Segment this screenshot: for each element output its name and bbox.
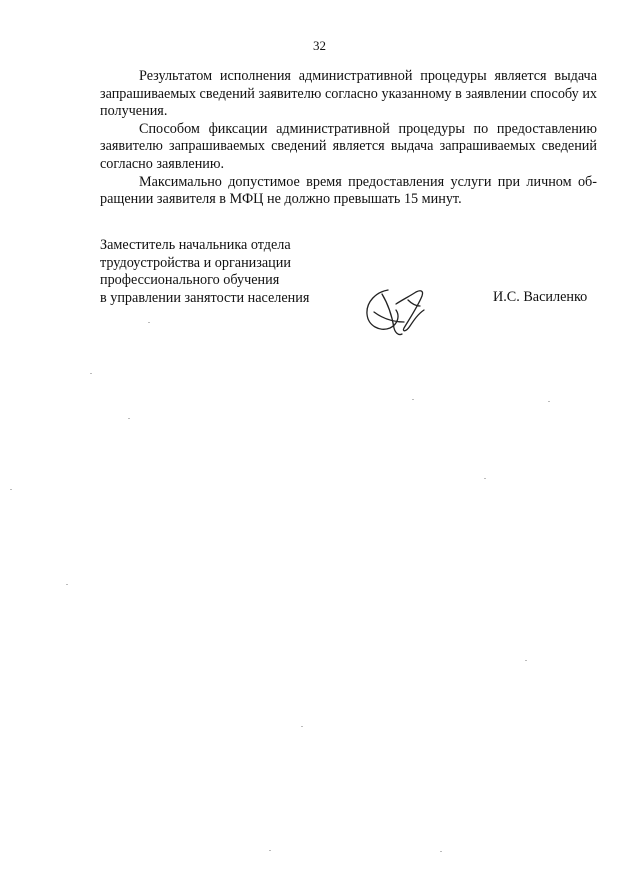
position-line: в управлении занятости населения: [100, 289, 310, 306]
paragraph-result: [100, 68, 597, 121]
scan-speck: [10, 489, 12, 490]
scan-speck: [484, 478, 486, 479]
page-number: 32: [313, 38, 326, 53]
position-line: профессионального обучения: [100, 272, 280, 289]
scan-speck: [301, 726, 303, 727]
handwritten-signature: [358, 282, 438, 342]
scan-speck: [128, 418, 130, 419]
scan-speck: [412, 399, 414, 400]
paragraph-max-time: [100, 174, 597, 209]
scan-speck: [525, 660, 527, 661]
scan-speck: [90, 373, 92, 374]
paragraph-line: согласно заявлению.: [100, 155, 225, 172]
paragraph-fixation: [100, 121, 597, 174]
paragraph-line: Максимально допустимое время предоставления услуги при личном об-: [139, 173, 597, 190]
scan-speck: [269, 850, 271, 851]
position-line: трудоустройства и организации: [100, 254, 291, 271]
scan-speck: [148, 322, 150, 323]
scan-speck: [548, 401, 550, 402]
paragraph-line: заявителю запрашиваемых сведений является выдача запрашиваемых сведений: [100, 138, 597, 155]
paragraph-line: Способом фиксации административной процедуры по предоставлению: [139, 120, 597, 137]
scan-speck: [66, 584, 68, 585]
paragraph-line: ращении заявителя в МФЦ не должно превышать 15 минут.: [100, 191, 462, 208]
body-text: [100, 68, 597, 209]
paragraph-line: их получения.: [100, 85, 597, 120]
position-line: Заместитель начальника отдела: [100, 237, 291, 253]
scan-speck: [440, 851, 442, 852]
signer-name: И.С. Василенко: [493, 289, 588, 305]
signer-position: [100, 237, 309, 307]
paragraph-line: запрашиваемых сведений заявителю согласно указанному в заявлении способу: [100, 85, 579, 102]
paragraph-line: Результатом исполнения административной процедуры является выдача: [139, 68, 597, 84]
